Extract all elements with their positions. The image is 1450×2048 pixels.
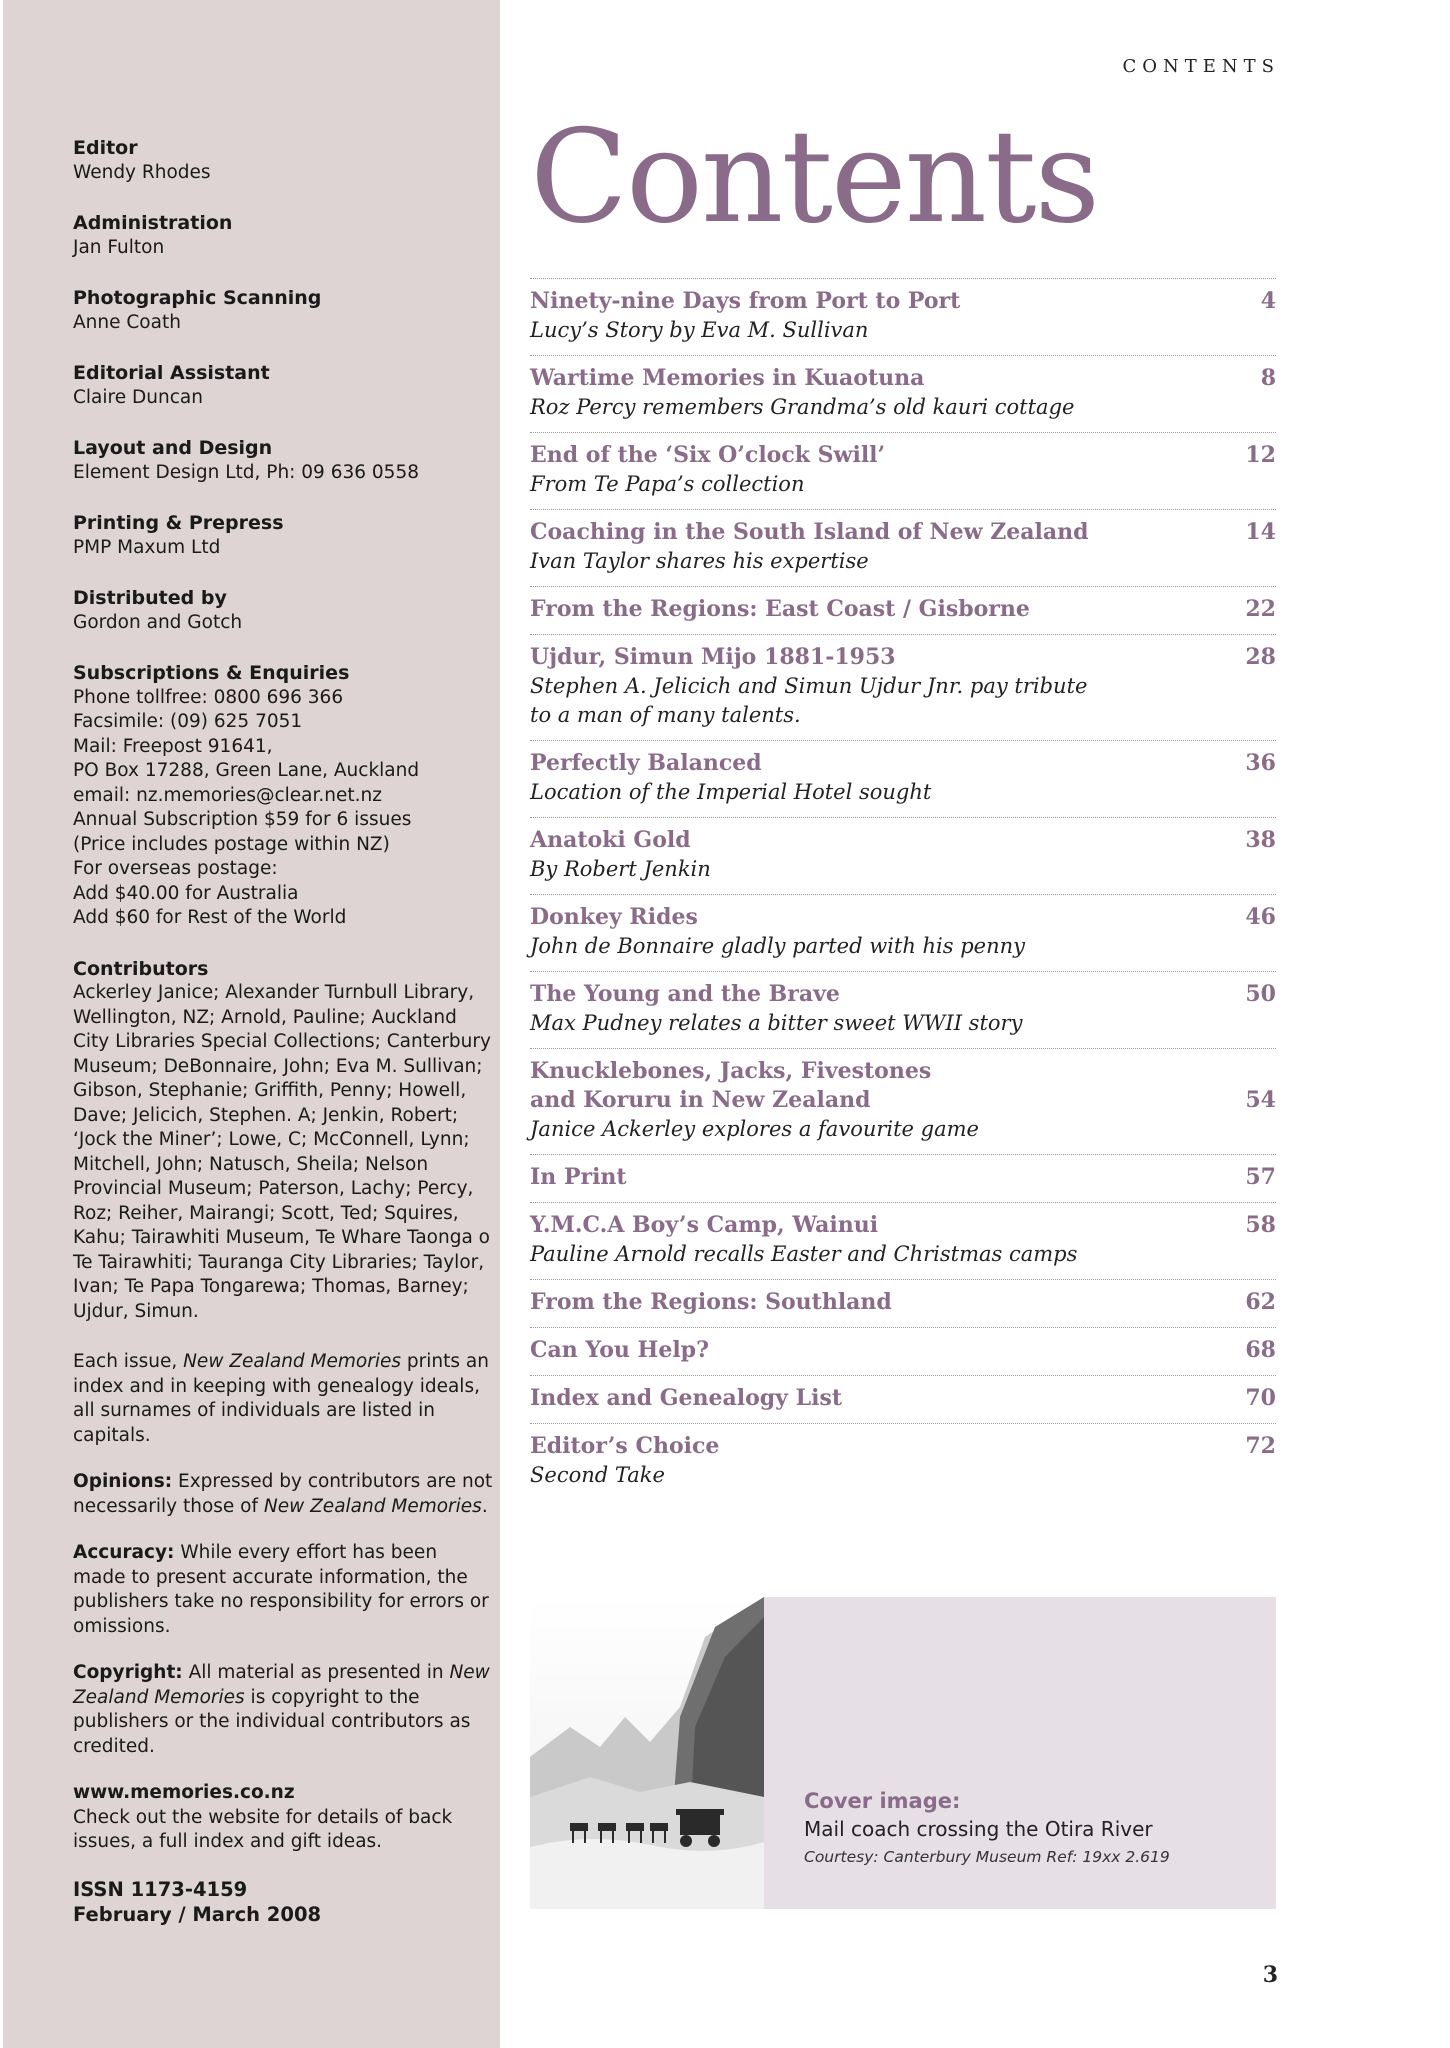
toc-entry-row <box>530 518 1276 547</box>
credit-line: Wellington, NZ; Arnold, Pauline; Auckland <box>73 1006 457 1028</box>
accuracy-note: Accuracy: While every effort has been made to present accurate information, the publishers take no responsibility for errors or omissions. <box>73 1542 489 1637</box>
credit-line: PO Box 17288, Green Lane, Auckland <box>73 760 420 781</box>
toc-entry-row <box>530 441 1276 470</box>
credit-heading: Contributors <box>73 957 209 980</box>
toc-entry-row <box>530 364 1276 393</box>
mail-coach-photo-icon <box>530 1597 764 1909</box>
toc-entry-row <box>530 287 1276 316</box>
toc-entry-title: From the Regions: East Coast / Gisborne <box>530 596 1030 622</box>
credit-line: Element Design Ltd, Ph: 09 636 0558 <box>73 461 419 483</box>
toc-entry[interactable] <box>530 1154 1276 1202</box>
toc-entry-row <box>530 1057 1276 1115</box>
toc-entry-page: 58 <box>1245 1212 1276 1238</box>
toc-entry-row <box>530 1163 1276 1192</box>
credit-line: Ackerley Janice; Alexander Turnbull Library, <box>73 982 475 1003</box>
toc-entry-subtitle: Second Take <box>530 1463 665 1487</box>
toc-entry-page: 36 <box>1245 750 1276 776</box>
toc-entry-page: 62 <box>1245 1289 1276 1315</box>
toc-entry-title: Coaching in the South Island of New Zealand <box>530 519 1089 545</box>
credit-heading: Distributed by <box>73 587 227 609</box>
toc-entry-title: Can You Help? <box>530 1337 709 1363</box>
credit-heading: Subscriptions & Enquiries <box>73 662 350 684</box>
toc-entry-row <box>530 1384 1276 1413</box>
toc-entry-subtitle: Max Pudney relates a bitter sweet WWII story <box>530 1011 1023 1035</box>
toc-entry-row <box>530 643 1276 672</box>
toc-entry-title: Anatoki Gold <box>530 827 691 853</box>
toc-entry-page: 57 <box>1245 1164 1276 1190</box>
toc-entry-row <box>530 1211 1276 1240</box>
credit-line: Anne Coath <box>73 311 181 333</box>
credit-block <box>73 286 493 335</box>
credit-line: City Libraries Special Collections; Canterbury <box>73 1031 491 1052</box>
toc-entry-title: Ujdur, Simun Mijo 1881-1953 <box>530 644 896 670</box>
toc-entry-title: Wartime Memories in Kuaotuna <box>530 365 925 391</box>
credit-block <box>73 957 493 1325</box>
toc-entry-row <box>530 980 1276 1009</box>
credit-heading: Layout and Design <box>73 437 273 459</box>
toc-entry-subtitle: Pauline Arnold recalls Easter and Christmas camps <box>530 1242 1078 1266</box>
toc-entry-page: 70 <box>1245 1385 1276 1411</box>
credit-line: Phone tollfree: 0800 696 366 <box>73 686 344 708</box>
toc-entry-subtitle: Location of the Imperial Hotel sought <box>530 780 932 804</box>
issn: ISSN 1173-4159 <box>73 1877 248 1901</box>
credit-heading: Printing & Prepress <box>73 512 284 534</box>
toc-entry-row <box>530 1336 1276 1365</box>
credit-line: Dave; Jelicich, Stephen. A; Jenkin, Robert; <box>73 1104 459 1126</box>
toc-entry-page: 28 <box>1245 644 1276 670</box>
toc-entry-subtitle: Janice Ackerley explores a favourite game <box>530 1117 979 1141</box>
credit-block <box>73 436 493 485</box>
credit-line: Mail: Freepost 91641, <box>73 735 273 757</box>
toc-entry-page: 50 <box>1245 981 1276 1007</box>
toc-entry-subtitle: Ivan Taylor shares his expertise <box>530 549 869 573</box>
toc-entry-row <box>530 903 1276 932</box>
toc-entry-row <box>530 1288 1276 1317</box>
toc-entry-subtitle: By Robert Jenkin <box>530 857 711 881</box>
toc-entry[interactable] <box>530 1048 1276 1154</box>
toc-entry-row <box>530 749 1276 778</box>
toc-entry-title: Index and Genealogy List <box>530 1385 842 1411</box>
toc-entry-subtitle: Lucy’s Story by Eva M. Sullivan <box>530 318 869 342</box>
each-issue-note: Each issue, New Zealand Memories prints an index and in keeping with genealogy ideals, all surnames of individuals are listed in capitals. <box>73 1351 489 1446</box>
credit-line: Roz; Reiher, Mairangi; Scott, Ted; Squires, <box>73 1202 459 1224</box>
toc-entry-subtitle: From Te Papa’s collection <box>530 472 805 496</box>
toc-entry[interactable] <box>530 432 1276 509</box>
credit-line: Provincial Museum; Paterson, Lachy; Percy, <box>73 1178 474 1199</box>
toc-entry-title: Perfectly Balanced <box>530 750 762 776</box>
table-of-contents <box>530 278 1276 1500</box>
credit-line: Te Tairawhiti; Tauranga City Libraries; Taylor, <box>73 1251 485 1273</box>
toc-entry[interactable] <box>530 1327 1276 1375</box>
credit-block <box>73 586 493 635</box>
credit-line: Gordon and Gotch <box>73 611 243 633</box>
toc-entry-page: 46 <box>1245 904 1276 930</box>
toc-entry-page: 8 <box>1260 365 1276 391</box>
toc-entry-page: 14 <box>1245 519 1276 545</box>
toc-entry-title: The Young and the Brave <box>530 981 840 1007</box>
cover-title: Cover image: <box>804 1789 961 1813</box>
credit-block <box>73 511 493 560</box>
toc-entry-row <box>530 595 1276 624</box>
credit-heading: Editor <box>73 137 138 159</box>
issue-info <box>73 1877 493 1927</box>
toc-entry-row <box>530 1432 1276 1461</box>
toc-entry-subtitle: Stephen A. Jelicich and Simun Ujdur Jnr. pay tribute to a man of many talents. <box>530 674 1088 727</box>
masthead-content <box>73 136 493 1927</box>
credit-block <box>73 211 493 260</box>
toc-entry-subtitle: John de Bonnaire gladly parted with his penny <box>530 934 1026 958</box>
toc-entry-title: End of the ‘Six O’clock Swill’ <box>530 442 886 468</box>
credit-line: Ivan; Te Papa Tongarewa; Thomas, Barney; <box>73 1276 469 1297</box>
credit-line: Add $60 for Rest of the World <box>73 907 347 928</box>
toc-entry[interactable] <box>530 1279 1276 1327</box>
credit-line: Kahu; Tairawhiti Museum, Te Whare Taonga o <box>73 1227 490 1248</box>
toc-entry[interactable] <box>530 1375 1276 1423</box>
credit-line: Facsimile: (09) 625 7051 <box>73 711 303 732</box>
credit-block <box>73 661 493 931</box>
credit-line: ‘Jock the Miner’; Lowe, C; McConnell, Lynn; <box>73 1129 470 1150</box>
copyright-note: Copyright: All material as presented in New Zealand Memories is copyright to the publishers or the individual contributors as credited. <box>73 1662 490 1757</box>
website-link[interactable]: www.memories.co.nz <box>73 1782 295 1803</box>
running-head: CONTENTS <box>1122 56 1280 77</box>
credit-heading: Photographic Scanning <box>73 287 322 309</box>
toc-entry-title: Knucklebones, Jacks, Fivestones and Koruru in New Zealand <box>530 1058 932 1113</box>
toc-entry-title: Editor’s Choice <box>530 1433 720 1459</box>
toc-entry-row <box>530 826 1276 855</box>
cover-caption: Mail coach crossing the Otira River <box>804 1817 1153 1841</box>
toc-entry[interactable] <box>530 509 1276 586</box>
toc-entry-title: From the Regions: Southland <box>530 1289 892 1315</box>
toc-entry[interactable] <box>530 586 1276 634</box>
issue-date: February / March 2008 <box>73 1902 322 1926</box>
toc-entry[interactable] <box>530 1423 1276 1500</box>
toc-entry-title: In Print <box>530 1164 627 1190</box>
toc-entry-title: Ninety-nine Days from Port to Port <box>530 288 961 314</box>
page-number: 3 <box>1262 1962 1278 1988</box>
credit-line: Gibson, Stephanie; Griffith, Penny; Howell, <box>73 1080 467 1101</box>
credit-line: Mitchell, John; Natusch, Sheila; Nelson <box>73 1153 429 1175</box>
toc-entry-page: 12 <box>1245 442 1276 468</box>
toc-entry-page: 54 <box>1245 1087 1276 1113</box>
toc-entry-page: 4 <box>1260 288 1276 314</box>
credit-line: (Price includes postage within NZ) <box>73 833 390 855</box>
cover-credit: Courtesy: Canterbury Museum Ref: 19xx 2.619 <box>804 1848 1170 1866</box>
toc-entry[interactable] <box>530 1202 1276 1279</box>
toc-entry[interactable] <box>530 634 1276 740</box>
credit-line: PMP Maxum Ltd <box>73 536 221 558</box>
credit-line: For overseas postage: <box>73 858 278 879</box>
toc-entry-page: 38 <box>1245 827 1276 853</box>
cover-caption-block <box>804 1787 1264 1871</box>
credit-line: Claire Duncan <box>73 386 203 408</box>
toc-entry[interactable] <box>530 278 1276 355</box>
toc-entry-subtitle: Roz Percy remembers Grandma’s old kauri cottage <box>530 395 1075 419</box>
toc-entry[interactable] <box>530 894 1276 971</box>
website-note: www.memories.co.nz Check out the website for details of back issues, a full index and gift ideas. <box>73 1781 493 1855</box>
masthead-sidebar <box>0 0 500 2048</box>
credit-heading: Administration <box>73 212 233 234</box>
credit-line: Museum; DeBonnaire, John; Eva M. Sullivan; <box>73 1055 483 1077</box>
credit-heading: Editorial Assistant <box>73 362 270 384</box>
toc-entry-title: Donkey Rides <box>530 904 698 930</box>
credit-line: Wendy Rhodes <box>73 161 211 183</box>
toc-entry-page: 72 <box>1245 1433 1276 1459</box>
credit-block <box>73 136 493 185</box>
credit-line: Add $40.00 for Australia <box>73 882 299 904</box>
toc-entry[interactable] <box>530 355 1276 432</box>
toc-entry[interactable] <box>530 740 1276 817</box>
toc-entry[interactable] <box>530 971 1276 1048</box>
credit-line: Ujdur, Simun. <box>73 1300 199 1322</box>
toc-entry-title: Y.M.C.A Boy’s Camp, Wainui <box>530 1212 879 1238</box>
toc-entry-page: 68 <box>1245 1337 1276 1363</box>
page-title: Contents <box>530 103 1099 252</box>
opinions-note: Opinions: Expressed by contributors are not necessarily those of New Zealand Memories. <box>73 1471 493 1517</box>
cover-photo <box>530 1597 764 1909</box>
credits-list <box>73 136 493 1324</box>
credit-line: email: nz.memories@clear.net.nz <box>73 784 382 806</box>
toc-entry-page: 22 <box>1245 596 1276 622</box>
credit-line: Annual Subscription $59 for 6 issues <box>73 809 412 830</box>
cover-image-panel <box>530 1597 1276 1909</box>
credit-line: Jan Fulton <box>73 236 165 258</box>
credit-block <box>73 361 493 410</box>
toc-entry[interactable] <box>530 817 1276 894</box>
